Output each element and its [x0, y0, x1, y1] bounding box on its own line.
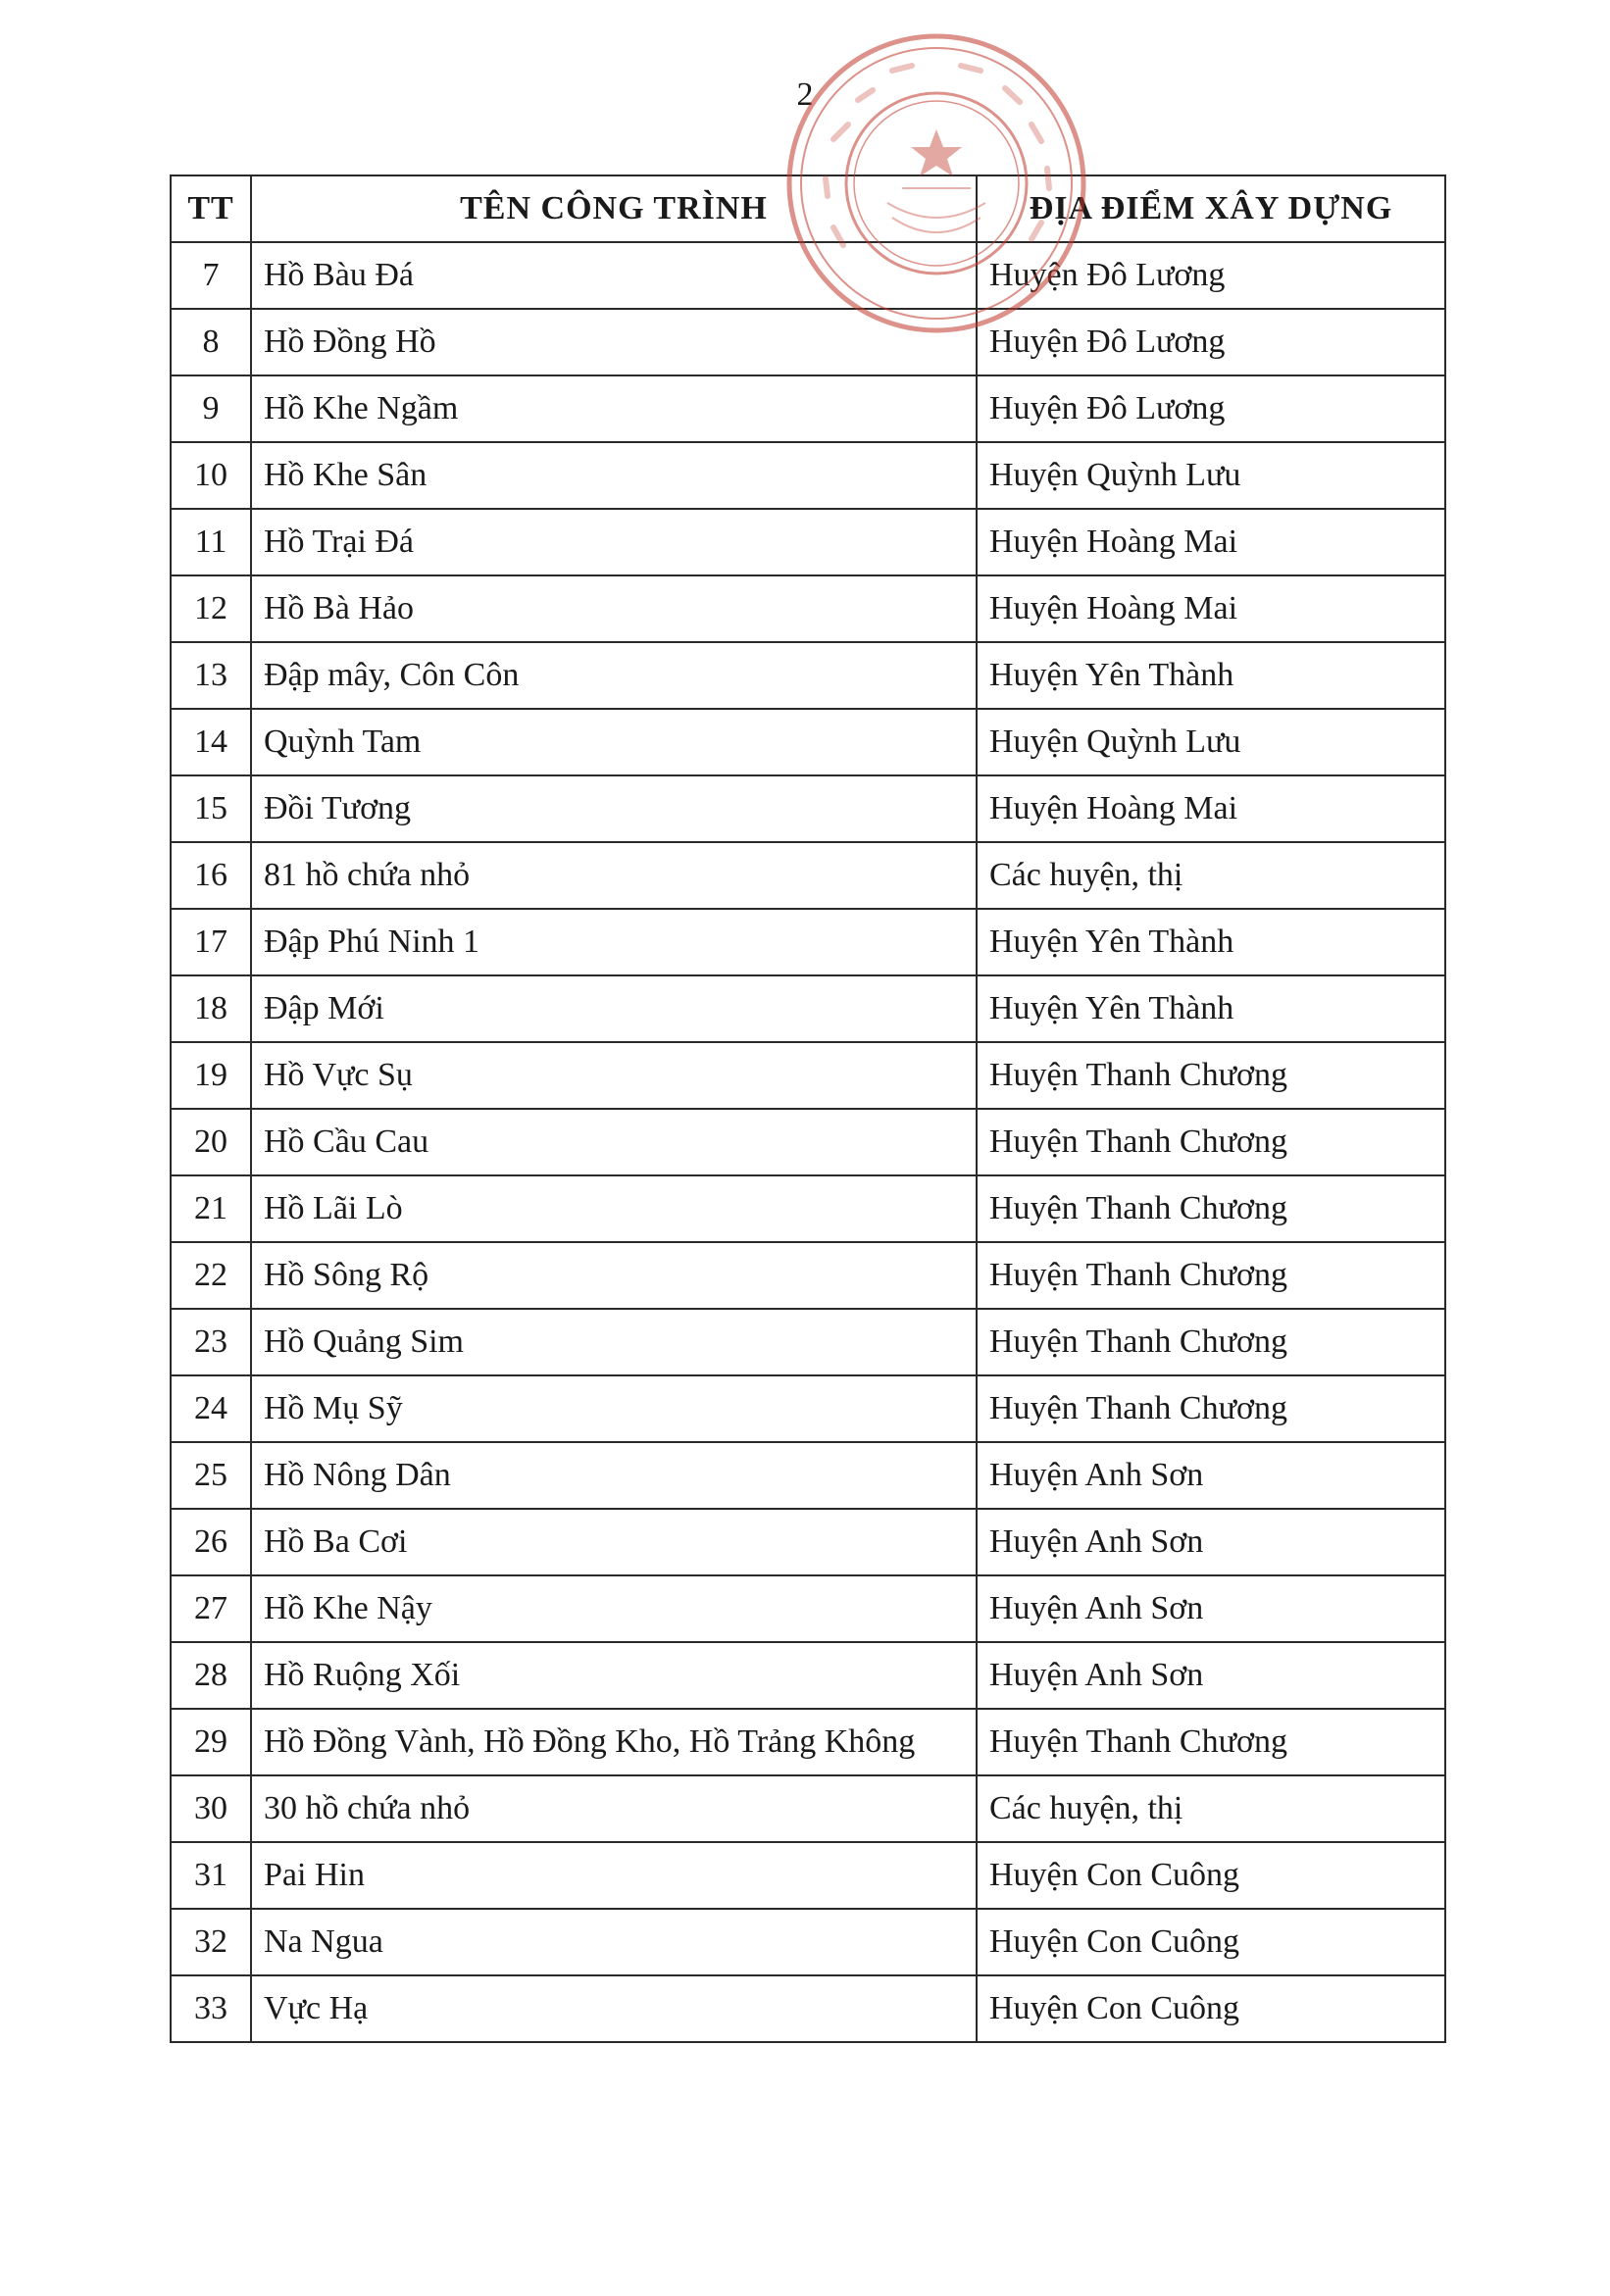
row-tt-cell: 8: [171, 309, 251, 375]
table-row: [171, 1775, 1445, 1842]
row-tt-cell: 25: [171, 1442, 251, 1509]
table-row: [171, 1909, 1445, 1975]
row-tt-cell: 22: [171, 1242, 251, 1309]
row-location-cell: Huyện Yên Thành: [977, 909, 1445, 975]
row-name-cell: Hồ Đồng Vành, Hồ Đồng Kho, Hồ Trảng Không: [251, 1709, 977, 1775]
row-location-cell: Huyện Hoàng Mai: [977, 509, 1445, 575]
row-tt-cell: 16: [171, 842, 251, 909]
table-row: [171, 575, 1445, 642]
row-name-cell: Hồ Mụ Sỹ: [251, 1375, 977, 1442]
row-location-cell: Huyện Quỳnh Lưu: [977, 709, 1445, 775]
row-tt-cell: 26: [171, 1509, 251, 1575]
table-row: [171, 1375, 1445, 1442]
row-tt-cell: 27: [171, 1575, 251, 1642]
row-name-cell: Hồ Cầu Cau: [251, 1109, 977, 1175]
row-name-cell: Hồ Khe Nậy: [251, 1575, 977, 1642]
row-tt-cell: 31: [171, 1842, 251, 1909]
row-name-cell: Đập mây, Côn Côn: [251, 642, 977, 709]
row-location-cell: Huyện Thanh Chương: [977, 1375, 1445, 1442]
row-name-cell: Hồ Đồng Hồ: [251, 309, 977, 375]
table-row: [171, 1509, 1445, 1575]
table-row: [171, 1175, 1445, 1242]
row-name-cell: Hồ Bà Hảo: [251, 575, 977, 642]
row-location-cell: Huyện Thanh Chương: [977, 1042, 1445, 1109]
row-name-cell: Hồ Vực Sụ: [251, 1042, 977, 1109]
row-location-cell: Huyện Quỳnh Lưu: [977, 442, 1445, 509]
row-location-cell: Các huyện, thị: [977, 1775, 1445, 1842]
table-body: [171, 242, 1445, 2042]
row-name-cell: Hồ Khe Sân: [251, 442, 977, 509]
row-tt-cell: 9: [171, 375, 251, 442]
header-tt: TT: [171, 175, 251, 242]
row-location-cell: Huyện Thanh Chương: [977, 1709, 1445, 1775]
row-name-cell: Hồ Lãi Lò: [251, 1175, 977, 1242]
row-tt-cell: 12: [171, 575, 251, 642]
row-name-cell: Hồ Bàu Đá: [251, 242, 977, 309]
table-row: [171, 1842, 1445, 1909]
row-location-cell: Các huyện, thị: [977, 842, 1445, 909]
table-row: [171, 442, 1445, 509]
row-location-cell: Huyện Con Cuông: [977, 1842, 1445, 1909]
row-name-cell: Quỳnh Tam: [251, 709, 977, 775]
row-name-cell: Na Ngua: [251, 1909, 977, 1975]
row-location-cell: Huyện Hoàng Mai: [977, 575, 1445, 642]
table-row: [171, 1975, 1445, 2042]
row-location-cell: Huyện Đô Lương: [977, 309, 1445, 375]
row-name-cell: 30 hồ chứa nhỏ: [251, 1775, 977, 1842]
row-tt-cell: 29: [171, 1709, 251, 1775]
row-location-cell: Huyện Thanh Chương: [977, 1109, 1445, 1175]
row-tt-cell: 13: [171, 642, 251, 709]
page-number: 2: [796, 76, 814, 113]
row-location-cell: Huyện Con Cuông: [977, 1975, 1445, 2042]
table-row: [171, 509, 1445, 575]
table-row: [171, 1709, 1445, 1775]
row-location-cell: Huyện Yên Thành: [977, 975, 1445, 1042]
row-location-cell: Huyện Anh Sơn: [977, 1575, 1445, 1642]
row-tt-cell: 33: [171, 1975, 251, 2042]
header-location: ĐỊA ĐIỂM XÂY DỰNG: [977, 175, 1445, 242]
row-tt-cell: 24: [171, 1375, 251, 1442]
row-tt-cell: 23: [171, 1309, 251, 1375]
row-tt-cell: 7: [171, 242, 251, 309]
row-name-cell: Hồ Ruộng Xối: [251, 1642, 977, 1709]
table-row: [171, 1442, 1445, 1509]
row-location-cell: Huyện Anh Sơn: [977, 1509, 1445, 1575]
header-name: TÊN CÔNG TRÌNH: [251, 175, 977, 242]
row-name-cell: Hồ Khe Ngầm: [251, 375, 977, 442]
row-name-cell: Pai Hin: [251, 1842, 977, 1909]
row-name-cell: Hồ Trại Đá: [251, 509, 977, 575]
row-location-cell: Huyện Yên Thành: [977, 642, 1445, 709]
row-name-cell: Đập Mới: [251, 975, 977, 1042]
row-location-cell: Huyện Con Cuông: [977, 1909, 1445, 1975]
row-tt-cell: 32: [171, 1909, 251, 1975]
row-tt-cell: 30: [171, 1775, 251, 1842]
row-name-cell: Hồ Nông Dân: [251, 1442, 977, 1509]
row-name-cell: Hồ Quảng Sim: [251, 1309, 977, 1375]
table-row: [171, 642, 1445, 709]
row-name-cell: Hồ Ba Cơi: [251, 1509, 977, 1575]
row-tt-cell: 28: [171, 1642, 251, 1709]
table-row: [171, 1109, 1445, 1175]
official-seal-icon: [775, 22, 1098, 345]
table-row: [171, 1575, 1445, 1642]
row-name-cell: Hồ Sông Rộ: [251, 1242, 977, 1309]
row-location-cell: Huyện Thanh Chương: [977, 1175, 1445, 1242]
row-tt-cell: 18: [171, 975, 251, 1042]
row-location-cell: Huyện Anh Sơn: [977, 1442, 1445, 1509]
row-name-cell: Vực Hạ: [251, 1975, 977, 2042]
row-location-cell: Huyện Anh Sơn: [977, 1642, 1445, 1709]
table-row: [171, 842, 1445, 909]
table-row: [171, 375, 1445, 442]
row-location-cell: Huyện Đô Lương: [977, 242, 1445, 309]
row-location-cell: Huyện Thanh Chương: [977, 1242, 1445, 1309]
row-location-cell: Huyện Hoàng Mai: [977, 775, 1445, 842]
table-row: [171, 1309, 1445, 1375]
row-tt-cell: 14: [171, 709, 251, 775]
row-tt-cell: 20: [171, 1109, 251, 1175]
row-location-cell: Huyện Thanh Chương: [977, 1309, 1445, 1375]
table-row: [171, 1042, 1445, 1109]
row-tt-cell: 10: [171, 442, 251, 509]
table-row: [171, 975, 1445, 1042]
table-row: [171, 709, 1445, 775]
row-location-cell: Huyện Đô Lương: [977, 375, 1445, 442]
row-tt-cell: 17: [171, 909, 251, 975]
row-name-cell: 81 hồ chứa nhỏ: [251, 842, 977, 909]
works-table: [170, 175, 1446, 2043]
row-name-cell: Đồi Tương: [251, 775, 977, 842]
table-row: [171, 1242, 1445, 1309]
row-tt-cell: 21: [171, 1175, 251, 1242]
row-tt-cell: 15: [171, 775, 251, 842]
row-tt-cell: 11: [171, 509, 251, 575]
table-row: [171, 909, 1445, 975]
table-row: [171, 1642, 1445, 1709]
row-name-cell: Đập Phú Ninh 1: [251, 909, 977, 975]
row-tt-cell: 19: [171, 1042, 251, 1109]
table-row: [171, 775, 1445, 842]
